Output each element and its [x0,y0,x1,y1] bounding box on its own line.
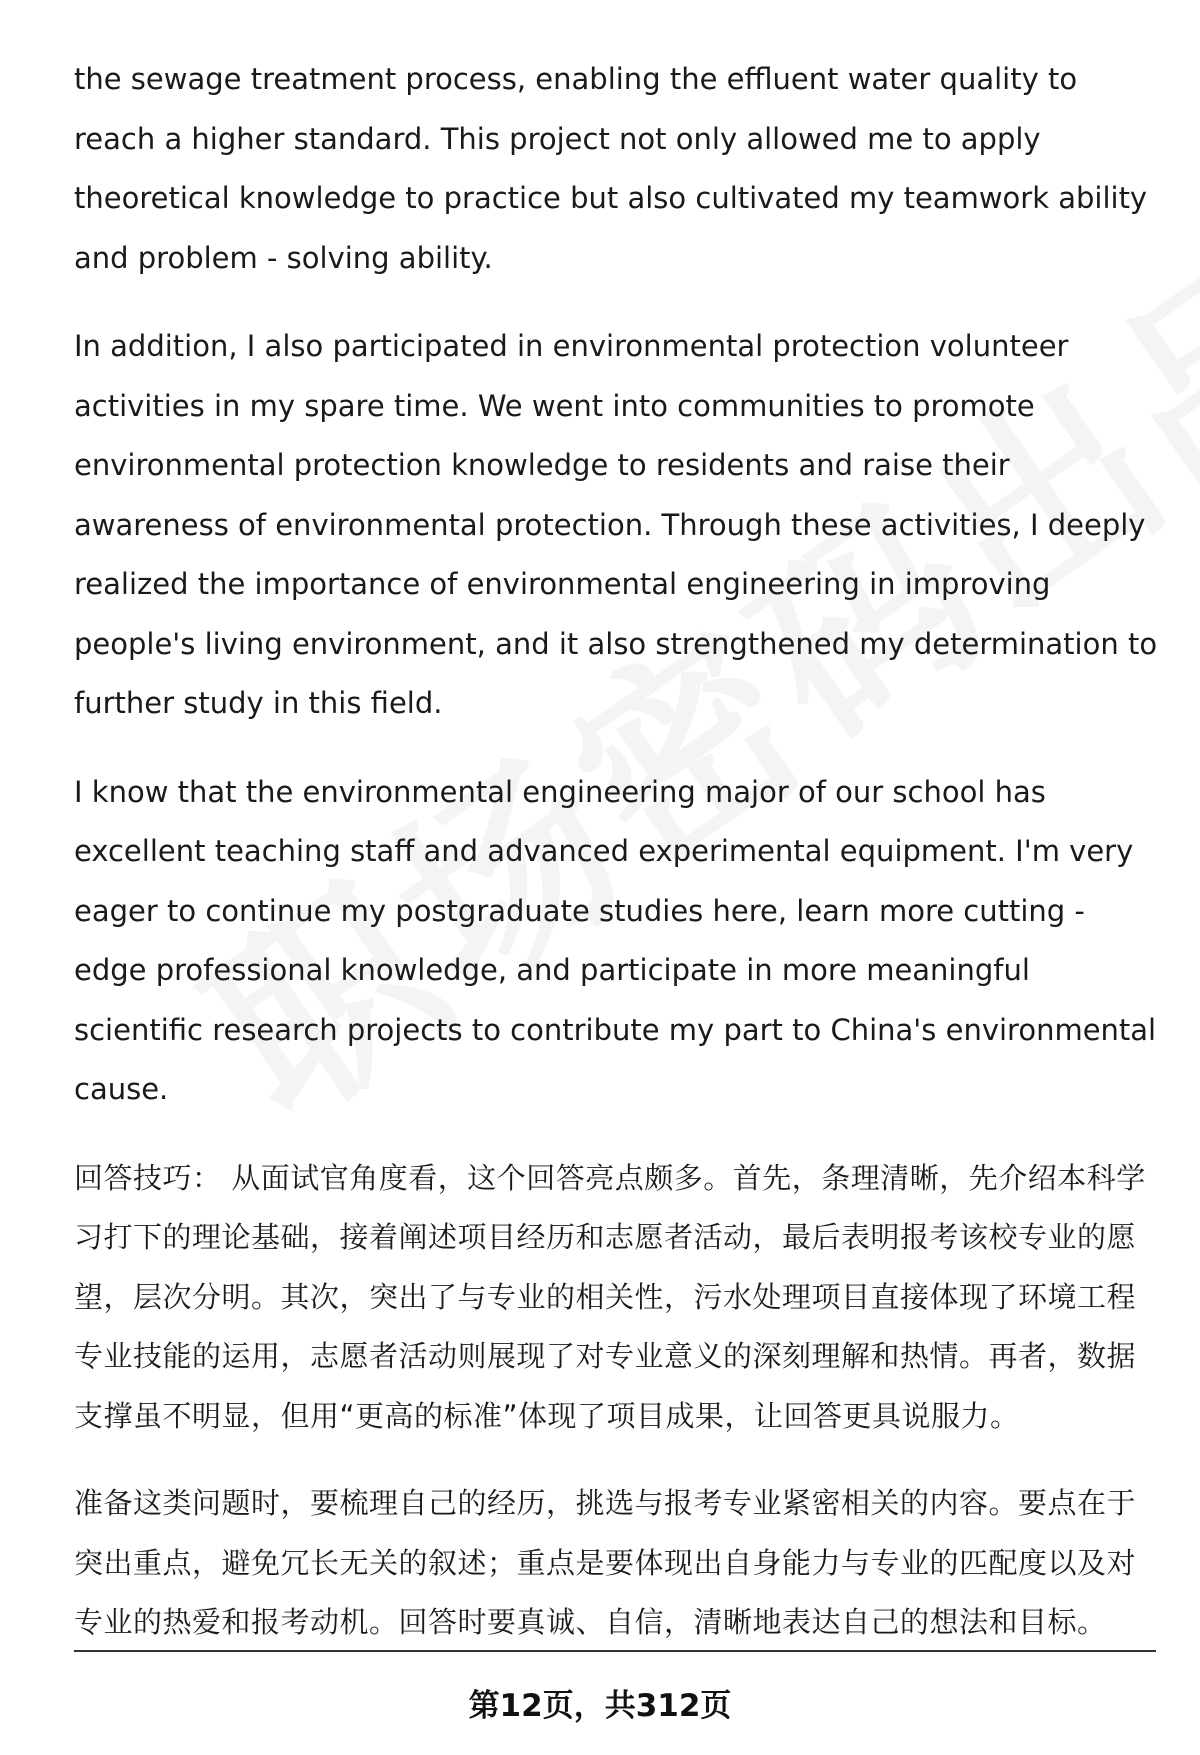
document-body [74,50,1164,1681]
page-number: 第12页，共312页 [468,1688,732,1724]
paragraph-answer-tips: 回答技巧： 从面试官角度看，这个回答亮点颇多。首先，条理清晰，先介绍本科学习打下的理论基础，接着阐述项目经历和志愿者活动，最后表明报考该校专业的愿望，层次分明。其次，突出了与专业的相关性，污水处理项目直接体现了环境工程专业技能的运用，志愿者活动则展现了对专业意义的深刻理解和热情。再者，数据支撑虽不明显，但用“更高的标准”体现了项目成果，让回答更具说服力。 [74,1160,1146,1433]
paragraph-preparation-advice: 准备这类问题时，要梳理自己的经历，挑选与报考专业紧密相关的内容。要点在于突出重点，避免冗长无关的叙述；重点是要体现出自身能力与专业的匹配度以及对专业的热爱和报考动机。回答时要真诚、自信，清晰地表达自己的想法和目标。 [74,1486,1137,1639]
footer-divider [74,1650,1156,1652]
paragraph-project-continuation: the sewage treatment process, enabling the effluent water quality to reach a higher standard. This project not only allowed me to apply theoretical knowledge to practice but also cultivated my teamwork ability and problem - solving ability. [74,62,1148,275]
paragraph-volunteer-activities: In addition, I also participated in environmental protection volunteer activities in my spare time. We went into communities to promote environmental protection knowledge to residents and raise their awareness of environmental protection. Through these activities, I deeply realized the importance of environmental engineering in improving people's living environment, and it also strengthened my determination to further study in this field. [74,329,1158,720]
paragraph-school-motivation: I know that the environmental engineering major of our school has excellent teaching staff and advanced experimental equipment. I'm very eager to continue my postgraduate studies here, learn more cutting - edge professional knowledge, and participate in more meaningful scientific research projects to contribute my part to China's environmental cause. [74,774,1157,1106]
